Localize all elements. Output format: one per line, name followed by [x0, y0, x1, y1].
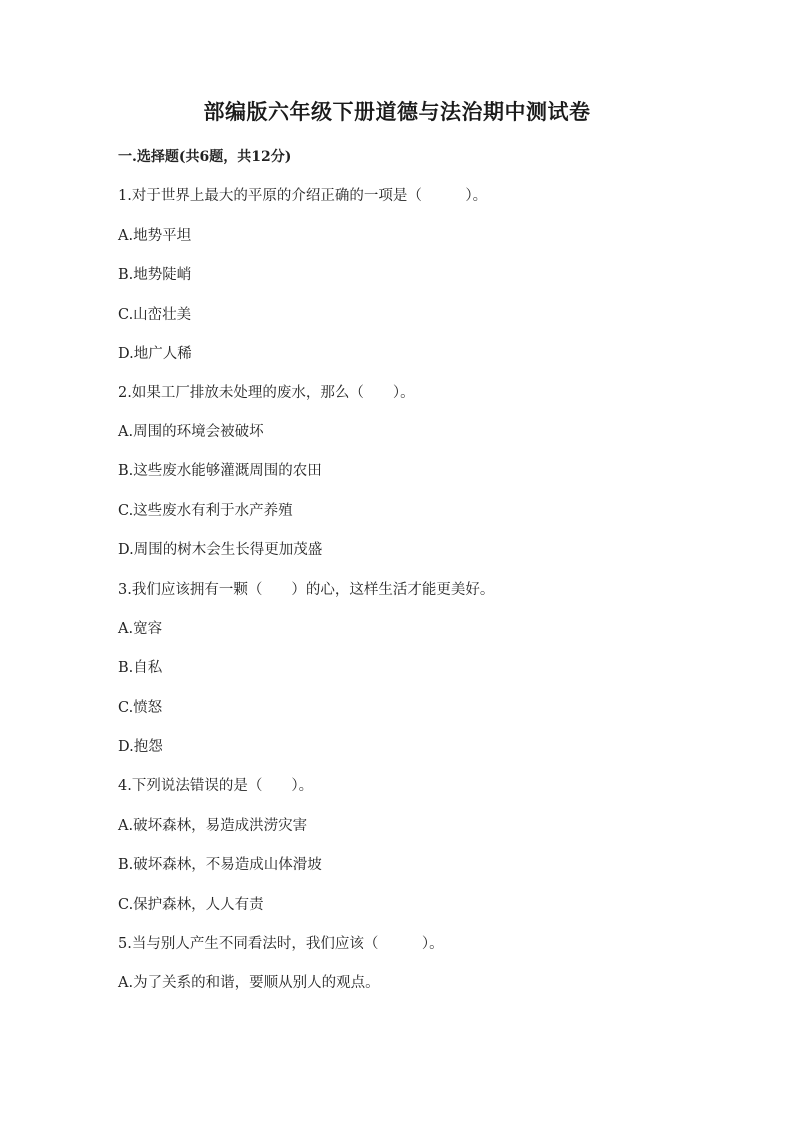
question-3-option-a: A.宽容: [118, 621, 163, 637]
exam-title: 部编版六年级下册道德与法治期中测试卷: [203, 99, 591, 124]
question-1-option-d: D.地广人稀: [118, 346, 192, 362]
question-2-option-d: D.周围的树木会生长得更加茂盛: [118, 542, 323, 558]
question-2-option-c: C.这些废水有利于水产养殖: [118, 503, 293, 519]
question-4-option-b: B.破坏森林，不易造成山体滑坡: [118, 857, 322, 873]
question-2-option-a: A.周围的环境会被破坏: [118, 424, 264, 440]
question-5-option-a: A.为了关系的和谐，要顺从别人的观点。: [118, 975, 380, 991]
question-3-option-d: D.抱怨: [118, 739, 163, 755]
question-4-option-a: A.破坏森林，易造成洪涝灾害: [118, 818, 308, 834]
question-4-stem: 4.下列说法错误的是（ ）。: [118, 778, 314, 794]
question-5-stem: 5.当与别人产生不同看法时，我们应该（ ）。: [118, 936, 444, 952]
question-4-option-c: C.保护森林，人人有责: [118, 897, 264, 913]
question-1-option-b: B.地势陡峭: [118, 267, 192, 283]
question-3-option-b: B.自私: [118, 660, 163, 676]
question-1-option-c: C.山峦壮美: [118, 307, 192, 323]
section-heading: 一.选择题(共6题，共12分): [118, 149, 292, 165]
question-1-stem: 1.对于世界上最大的平原的介绍正确的一项是（ ）。: [118, 188, 488, 204]
question-3-stem: 3.我们应该拥有一颗（ ）的心，这样生活才能更美好。: [118, 582, 495, 598]
question-2-option-b: B.这些废水能够灌溉周围的农田: [118, 463, 322, 479]
question-3-option-c: C.愤怒: [118, 700, 163, 716]
question-2-stem: 2.如果工厂排放未处理的废水，那么（ ）。: [118, 385, 415, 401]
question-1-option-a: A.地势平坦: [118, 228, 192, 244]
